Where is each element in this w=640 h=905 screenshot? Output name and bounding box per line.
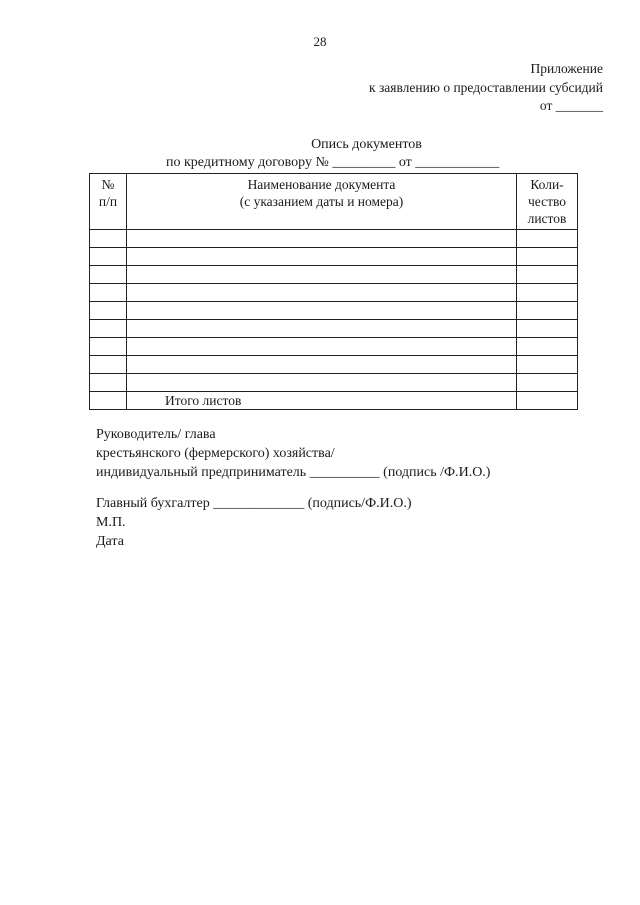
table-cell [90,356,127,374]
appendix-line-3: от _______ [539,98,603,113]
head-line-3: индивидуальный предприниматель __________ (подпись /Ф.И.О.) [96,465,491,480]
header-name: Наименование документа (с указанием даты и номера) [127,174,517,230]
table-cell [90,392,127,410]
appendix-line-1: Приложение [530,61,603,76]
table-cell [517,230,578,248]
table-cell [90,302,127,320]
title-line-2: по кредитному договору № _________ от ____________ [166,155,500,170]
table-cell [90,230,127,248]
header-number: № п/п [90,174,127,230]
table-cell [90,284,127,302]
seal-label: М.П. [96,515,126,530]
page-number: 28 [313,34,327,49]
table-cell [127,320,517,338]
table-cell [517,302,578,320]
table-cell [517,374,578,392]
table-cell [127,230,517,248]
table-header-row [90,174,578,230]
table-cell [127,284,517,302]
table-cell [90,248,127,266]
table-cell [127,302,517,320]
table-cell [517,266,578,284]
table-cell [517,392,578,410]
head-line-2: крестьянского (фермерского) хозяйства/ [96,446,335,461]
table-cell [517,320,578,338]
table-cell [127,338,517,356]
table-row [90,320,578,338]
head-signature-block [96,425,490,482]
table-row [90,374,578,392]
table-cell [127,248,517,266]
accountant-line: Главный бухгалтер _____________ (подпись/Ф.И.О.) [96,496,412,511]
appendix-header [369,60,603,116]
document-title [0,136,640,170]
table-row [90,356,578,374]
title-line-1: Опись документов [311,137,422,152]
accountant-signature-block [96,494,412,551]
table-row [90,230,578,248]
table-cell [90,374,127,392]
table-cell [90,338,127,356]
table-cell [517,338,578,356]
table-cell [127,356,517,374]
table-cell [517,356,578,374]
table-cell [90,320,127,338]
table-row [90,338,578,356]
documents-table [89,173,578,410]
table-total-row [90,392,578,410]
table-row [90,248,578,266]
table-cell [517,248,578,266]
table-cell [517,284,578,302]
table-cell [127,266,517,284]
header-sheets: Коли- чество листов [517,174,578,230]
table-row [90,284,578,302]
table-row [90,266,578,284]
head-line-1: Руководитель/ глава [96,427,216,442]
total-label: Итого листов [127,392,517,410]
appendix-line-2: к заявлению о предоставлении субсидий [369,79,603,95]
table-cell [127,374,517,392]
date-label: Дата [96,534,124,549]
table-cell [90,266,127,284]
table-row [90,302,578,320]
